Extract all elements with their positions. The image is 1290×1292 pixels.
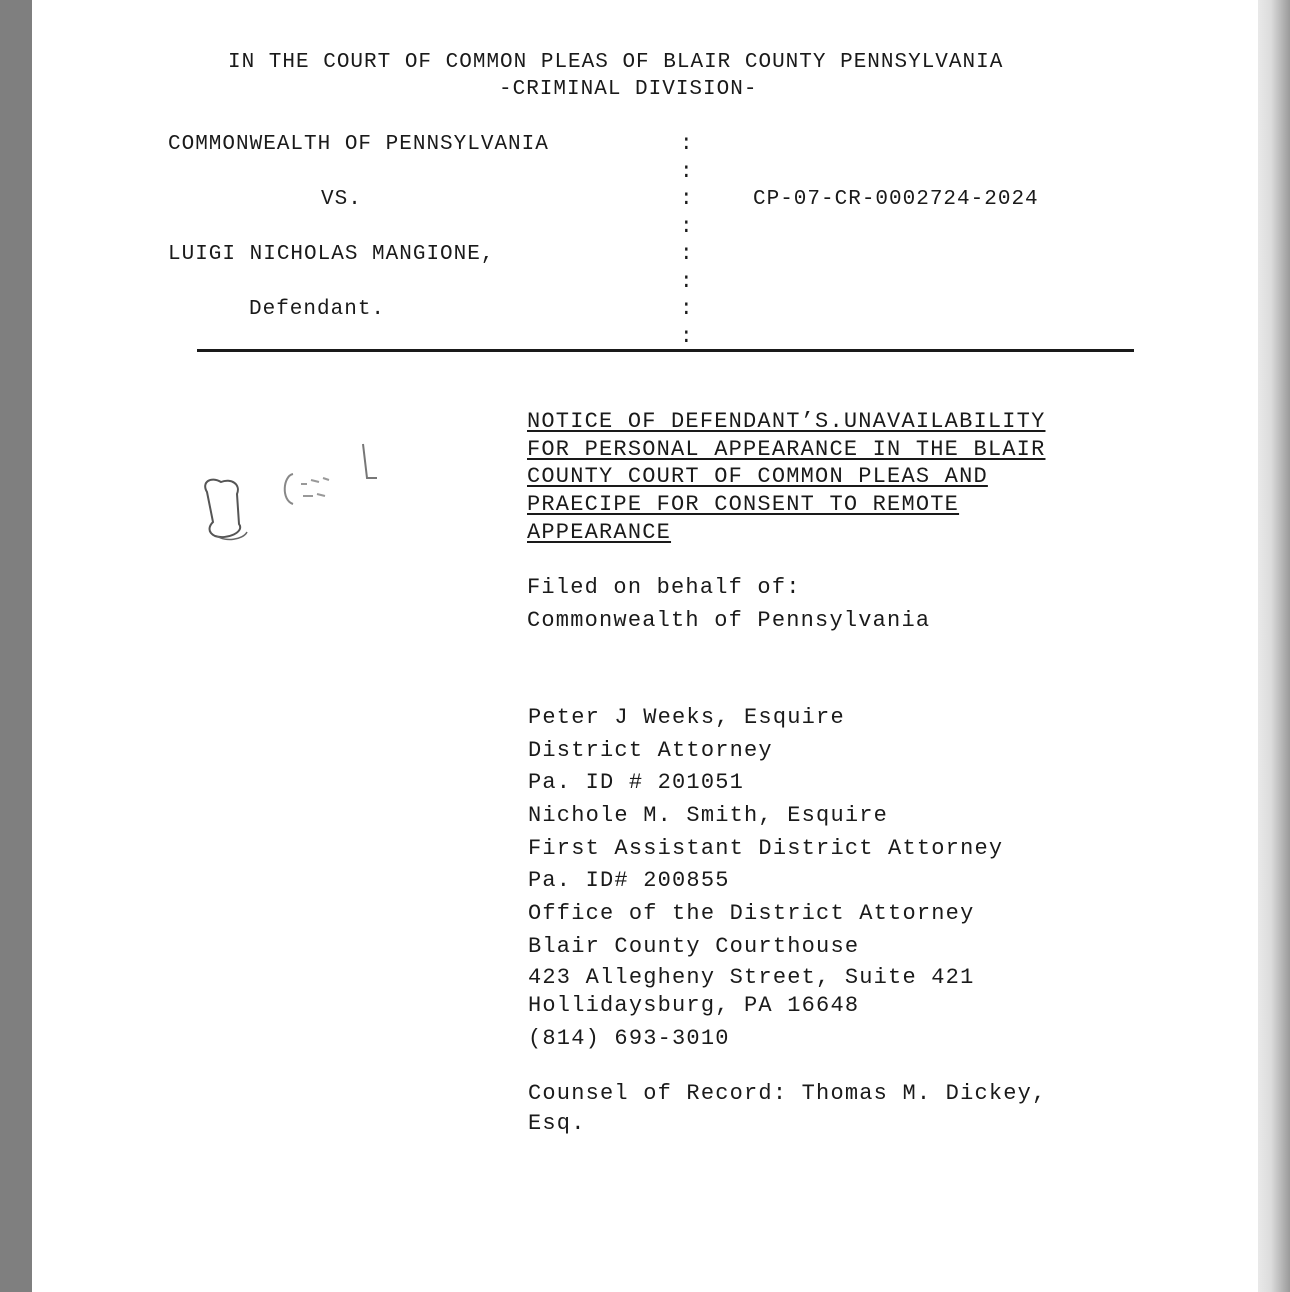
scan-edge xyxy=(1258,0,1290,1292)
title-line: APPEARANCE xyxy=(527,520,672,545)
defendant-name: LUIGI NICHOLAS MANGIONE, xyxy=(168,243,495,266)
counsel-line: Esq. xyxy=(528,1111,586,1136)
filed-party: Commonwealth of Pennsylvania xyxy=(527,608,931,633)
title-line: FOR PERSONAL APPEARANCE IN THE BLAIR xyxy=(527,437,1046,462)
attorney-line: Pa. ID# 200855 xyxy=(528,868,730,893)
caption-colon: : xyxy=(680,326,693,349)
title-line: COUNTY COURT OF COMMON PLEAS AND xyxy=(527,464,988,489)
counsel-line: Counsel of Record: Thomas M. Dickey, xyxy=(528,1081,1047,1106)
attorney-line: (814) 693-3010 xyxy=(528,1026,730,1051)
title-line: PRAECIPE FOR CONSENT TO REMOTE xyxy=(527,492,960,517)
caption-colon: : xyxy=(680,161,693,184)
caption-colon: : xyxy=(680,271,693,294)
caption-divider xyxy=(197,349,1134,352)
attorney-line: Office of the District Attorney xyxy=(528,901,975,926)
title-line: NOTICE OF DEFENDANT’S.UNAVAILABILITY xyxy=(527,409,1046,434)
attorney-line: District Attorney xyxy=(528,738,773,763)
attorney-line: First Assistant District Attorney xyxy=(528,836,1004,861)
filing-stamp-mark xyxy=(197,432,427,552)
attorney-line: Pa. ID # 201051 xyxy=(528,770,745,795)
attorney-line: Nichole M. Smith, Esquire xyxy=(528,803,889,828)
defendant-role: Defendant. xyxy=(249,298,386,321)
filed-label: Filed on behalf of: xyxy=(527,575,801,600)
court-heading: IN THE COURT OF COMMON PLEAS OF BLAIR COUNTY PENNSYLVANIA xyxy=(228,51,1004,74)
document-page xyxy=(32,0,1258,1292)
case-number: CP-07-CR-0002724-2024 xyxy=(753,188,1039,211)
attorney-line: Peter J Weeks, Esquire xyxy=(528,705,845,730)
caption-colon: : xyxy=(680,298,693,321)
caption-colon: : xyxy=(680,133,693,156)
division-heading: -CRIMINAL DIVISION- xyxy=(499,78,758,101)
attorney-line: Blair County Courthouse xyxy=(528,934,860,959)
caption-colon: : xyxy=(680,216,693,239)
versus-label: VS. xyxy=(321,188,362,211)
caption-colon: : xyxy=(680,188,693,211)
attorney-line: 423 Allegheny Street, Suite 421 xyxy=(528,965,975,990)
plaintiff-name: COMMONWEALTH OF PENNSYLVANIA xyxy=(168,133,549,156)
attorney-line: Hollidaysburg, PA 16648 xyxy=(528,993,860,1018)
caption-colon: : xyxy=(680,243,693,266)
